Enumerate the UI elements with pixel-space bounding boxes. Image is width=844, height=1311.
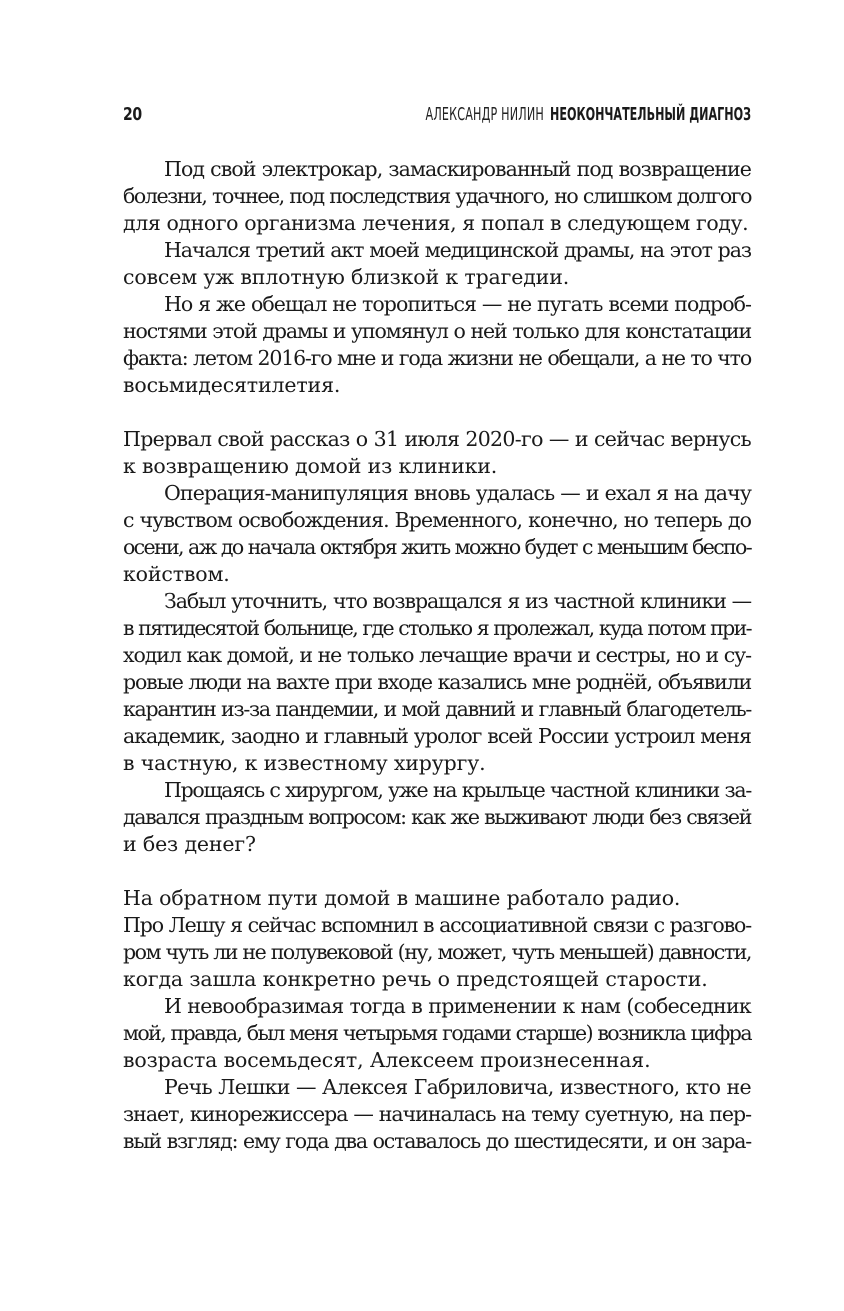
- text-line: болезни, точнее, под последствия удачного, но слишком долгого: [123, 184, 751, 208]
- text-line: в пятидесятой больнице, где столько я пролежал, куда потом при-: [123, 616, 751, 640]
- text-line: с чувством освобождения. Временного, конечно, но теперь до: [123, 508, 751, 532]
- text-line: к возвращению домой из клиники.: [123, 454, 498, 478]
- text-line: карантин из-за пандемии, и мой давний и главный благодетель-: [123, 697, 751, 721]
- body-text: [123, 156, 751, 1155]
- text-line: возраста восемьдесят, Алексеем произнесенная.: [123, 1048, 651, 1072]
- text-line: Операция-манипуляция вновь удалась — и ехал я на дачу: [164, 481, 751, 505]
- text-line: факта: летом 2016-го мне и года жизни не обещали, а не то что: [123, 346, 751, 370]
- text-line: ностями этой драмы и упомянул о ней только для констатации: [123, 319, 751, 343]
- text-line: На обратном пути домой в машине работало радио.: [123, 886, 681, 910]
- text-line: Под свой электрокар, замаскированный под возвращение: [164, 157, 751, 181]
- running-header: [123, 104, 751, 128]
- text-line: ром чуть ли не полувековой (ну, может, чуть меньшей) давности,: [123, 940, 751, 964]
- text-line: совсем уж вплотную близкой к трагедии.: [123, 265, 570, 289]
- text-line: осени, аж до начала октября жить можно будет с меньшим беспо-: [123, 535, 751, 559]
- text-line: знает, кинорежиссера — начиналась на тему суетную, на пер-: [123, 1102, 751, 1126]
- author-name: АЛЕКСАНДР НИЛИН: [425, 104, 544, 125]
- text-line: давался праздным вопросом: как же выживают люди без связей: [123, 805, 751, 829]
- text-line: восьмидесятилетия.: [123, 373, 341, 397]
- text-line: когда зашла конкретно речь о предстоящей старости.: [123, 967, 708, 991]
- text-line: и без денег?: [123, 832, 256, 856]
- text-line: Забыл уточнить, что возвращался я из частной клиники —: [164, 589, 751, 613]
- text-line: Прервал свой рассказ о 31 июля 2020-го — и сейчас вернусь: [123, 427, 751, 451]
- section-break: [123, 858, 751, 885]
- text-line: мой, правда, был меня четырьмя годами старше) возникла цифра: [123, 1021, 751, 1045]
- text-line: для одного организма лечения, я попал в следующем году.: [123, 211, 749, 235]
- text-line: И невообразимая тогда в применении к нам (собеседник: [164, 994, 751, 1018]
- text-line: в частную, к известному хирургу.: [123, 751, 486, 775]
- text-line: Начался третий акт моей медицинской драмы, на этот раз: [164, 238, 751, 262]
- text-line: академик, заодно и главный уролог всей России устроил меня: [123, 724, 751, 748]
- text-line: ходил как домой, и не только лечащие врачи и сестры, но и су-: [123, 643, 751, 667]
- running-title: [426, 104, 752, 125]
- text-line: Прощаясь с хирургом, уже на крыльце частной клиники за-: [164, 778, 751, 802]
- text-line: Про Лешу я сейчас вспомнил в ассоциативной связи с разгово-: [123, 913, 751, 937]
- text-line: Речь Лешки — Алексея Габриловича, известного, кто не: [164, 1075, 751, 1099]
- text-line: койством.: [123, 562, 230, 586]
- text-line: вый взгляд: ему года два оставалось до шестидесяти, и он зара-: [123, 1129, 751, 1153]
- text-line: Но я же обещал не торопиться — не пугать всеми подроб-: [164, 292, 751, 316]
- text-line: ровые люди на вахте при входе казались мне роднёй, объявили: [123, 670, 751, 694]
- book-title: НЕОКОНЧАТЕЛЬНЫЙ ДИАГНОЗ: [550, 104, 751, 125]
- section-break: [123, 399, 751, 426]
- page-number: 20: [123, 104, 142, 125]
